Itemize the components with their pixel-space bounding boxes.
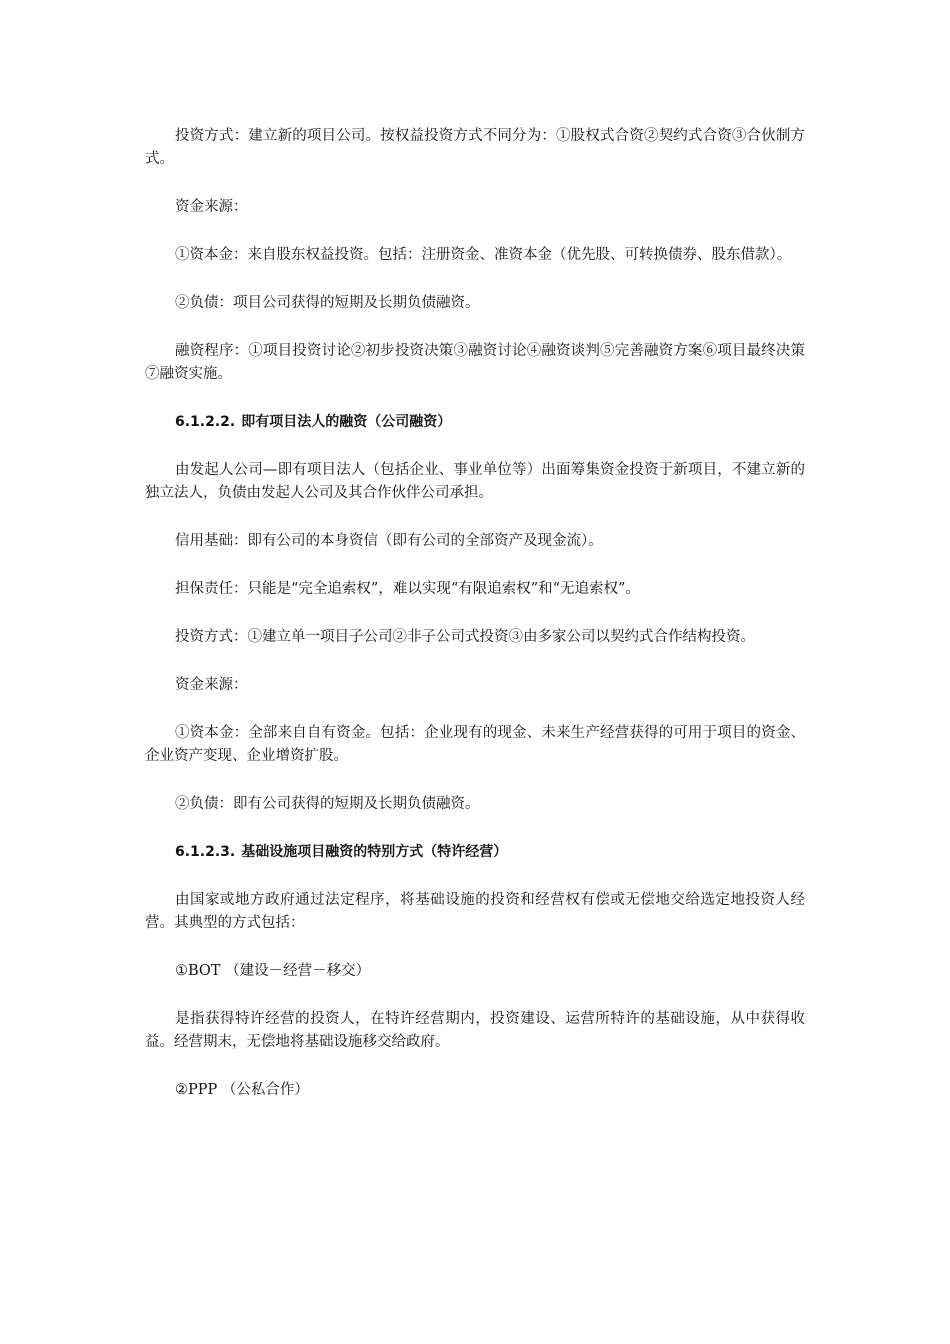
capital-paragraph-b: ①资本金：全部来自自有资金。包括：企业现有的现金、未来生产经营获得的可用于项目的资金、企业资产变现、企业增资扩股。 bbox=[145, 725, 805, 764]
invest-method-paragraph-a: 投资方式：建立新的项目公司。按权益投资方式不同分为：①股权式合资②契约式合资③合伙制方式。 bbox=[145, 128, 805, 167]
debt-paragraph-a: ②负债：项目公司获得的短期及长期负债融资。 bbox=[175, 295, 480, 311]
fund-source-label-a: 资金来源： bbox=[175, 199, 248, 215]
section-number: 6.1.2.2. bbox=[175, 414, 236, 430]
bot-description: 是指获得特许经营的投资人，在特许经营期内，投资建设、运营所特许的基础设施，从中获得收益。经营期末，无偿地将基础设施移交给政府。 bbox=[145, 1011, 805, 1050]
section-number: 6.1.2.3. bbox=[175, 844, 236, 860]
intro-paragraph-c: 由国家或地方政府通过法定程序，将基础设施的投资和经营权有偿或无偿地交给选定地投资人经营。其典型的方式包括： bbox=[145, 892, 805, 931]
capital-paragraph-a: ①资本金：来自股东权益投资。包括：注册资金、准资本金（优先股、可转换债券、股东借款）。 bbox=[175, 247, 792, 263]
invest-method-paragraph-b: 投资方式：①建立单一项目子公司②非子公司式投资③由多家公司以契约式合作结构投资。 bbox=[175, 629, 755, 645]
intro-paragraph-b: 由发起人公司—即有项目法人（包括企业、事业单位等）出面筹集资金投资于新项目，不建立新的独立法人，负债由发起人公司及其合作伙伴公司承担。 bbox=[145, 462, 805, 501]
document-body bbox=[145, 125, 805, 1127]
credit-basis-paragraph: 信用基础：即有公司的本身资信（即有公司的全部资产及现金流）。 bbox=[175, 533, 603, 549]
section-title: 基础设施项目融资的特别方式（特许经营） bbox=[241, 844, 508, 860]
financing-procedure-paragraph: 融资程序：①项目投资讨论②初步投资决策③融资讨论④融资谈判⑤完善融资方案⑥项目最终决策⑦融资实施。 bbox=[145, 343, 805, 382]
ppp-title: ②PPP （公私合作） bbox=[175, 1082, 309, 1098]
section-heading-6-1-2-3 bbox=[145, 841, 805, 864]
bot-title: ①BOT （建设－经营－移交） bbox=[175, 963, 371, 979]
section-heading-6-1-2-2 bbox=[145, 411, 805, 434]
fund-source-label-b: 资金来源： bbox=[175, 677, 248, 693]
guarantee-paragraph: 担保责任：只能是“完全追索权”，难以实现“有限追索权”和“无追索权”。 bbox=[175, 581, 640, 597]
section-title: 即有项目法人的融资（公司融资） bbox=[241, 414, 452, 430]
debt-paragraph-b: ②负债：即有公司获得的短期及长期负债融资。 bbox=[175, 796, 480, 812]
